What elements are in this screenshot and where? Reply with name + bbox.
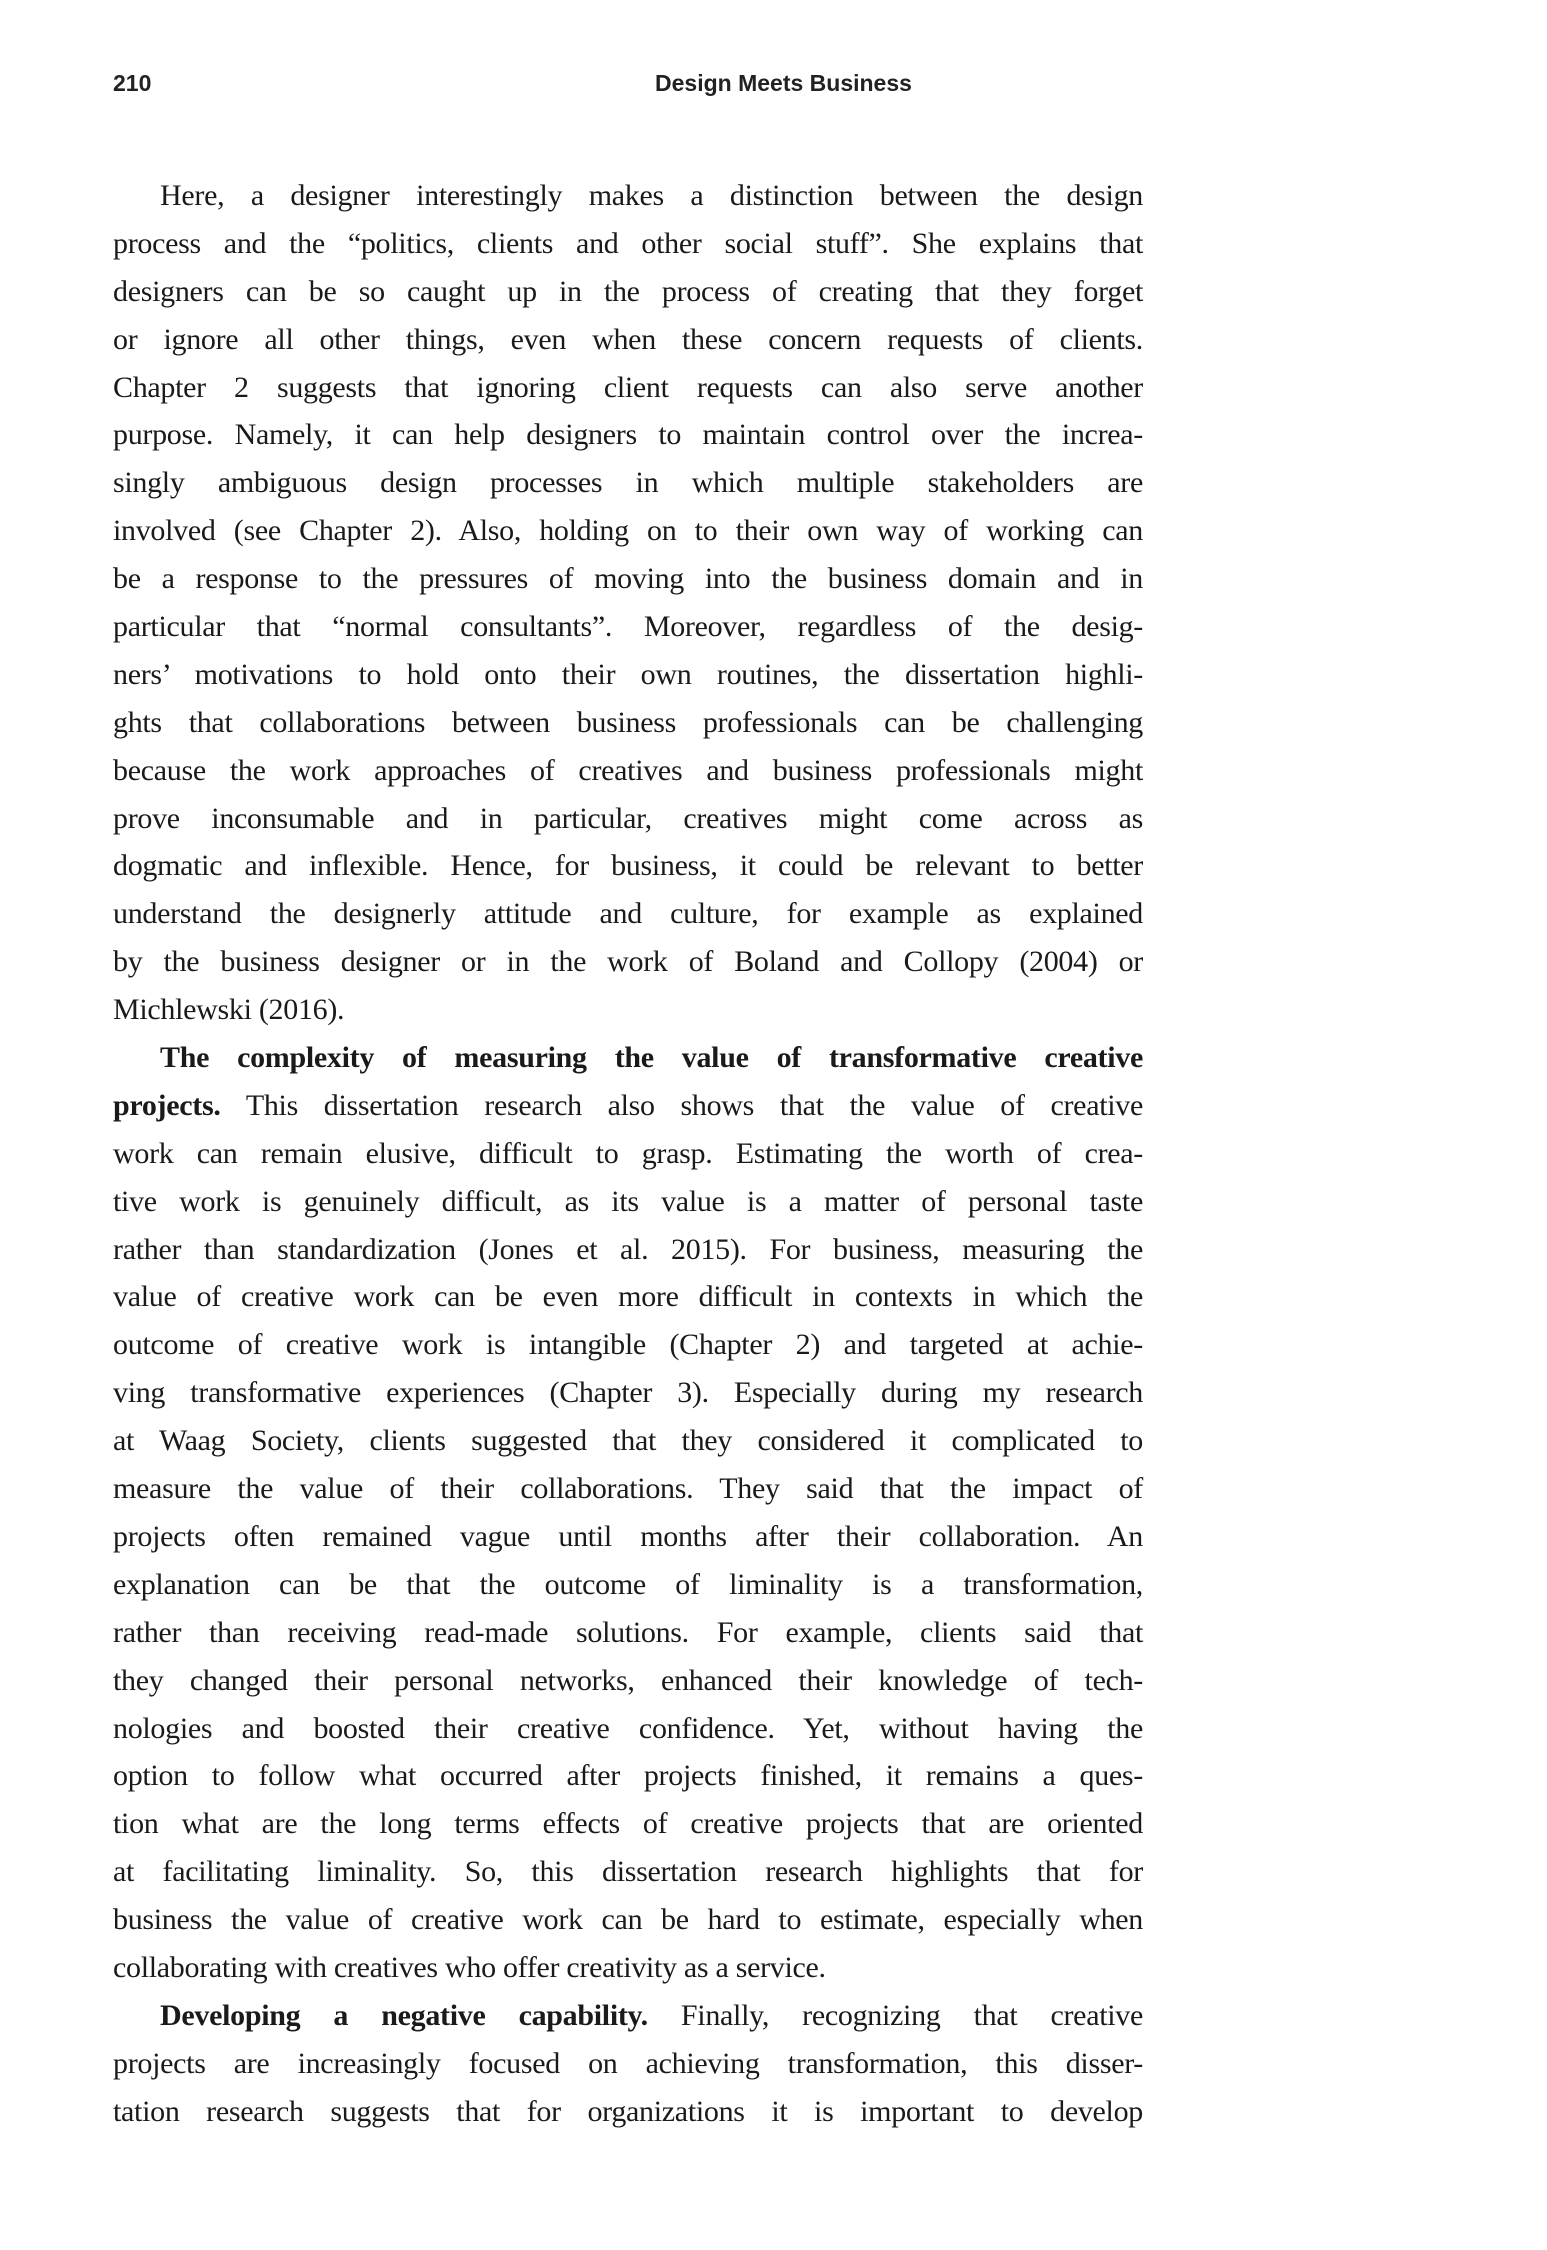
line-text: process and the “politics, clients and other social stuff”. She explains that — [113, 226, 1143, 260]
text-line — [113, 1992, 1143, 2040]
text-line — [113, 555, 1143, 603]
line-text: because the work approaches of creatives and business professionals might — [113, 753, 1143, 787]
text-line — [113, 1321, 1143, 1369]
text-line — [113, 1848, 1143, 1896]
running-title: Design Meets Business — [655, 70, 912, 96]
text-line — [113, 699, 1143, 747]
text-line — [113, 2040, 1143, 2088]
text-line — [113, 1273, 1143, 1321]
line-text: at Waag Society, clients suggested that they considered it complicated to — [113, 1424, 1143, 1458]
line-text: collaborating with creatives who offer creativity as a service. — [113, 1950, 826, 1984]
line-text: singly ambiguous design processes in which multiple stakeholders are — [113, 466, 1143, 500]
line-text: Finally, recognizing that creative — [647, 1998, 1143, 2032]
text-line — [113, 2088, 1143, 2136]
run-in-heading: Developing a negative capability. — [160, 1998, 648, 2032]
text-line — [113, 1226, 1143, 1274]
text-line — [113, 842, 1143, 890]
line-text: Michlewski (2016). — [113, 993, 345, 1027]
line-text: Here, a designer interestingly makes a distinction between the design — [160, 179, 1143, 212]
text-line — [113, 1896, 1143, 1944]
text-line — [113, 603, 1143, 651]
line-text: tive work is genuinely difficult, as its value is a matter of personal taste — [113, 1184, 1143, 1218]
text-line — [113, 1417, 1143, 1465]
text-line — [113, 1944, 1143, 1992]
text-line — [113, 1657, 1143, 1705]
page-number: 210 — [113, 70, 152, 96]
line-text: projects often remained vague until months after their collaboration. An — [113, 1519, 1143, 1553]
line-text: option to follow what occurred after projects finished, it remains a ques- — [113, 1759, 1143, 1793]
text-line — [113, 1034, 1143, 1082]
text-line — [113, 268, 1143, 316]
line-text: designers can be so caught up in the process of creating that they forget — [113, 274, 1143, 308]
line-text: by the business designer or in the work of Boland and Collopy (2004) or — [113, 945, 1143, 979]
text-line — [113, 651, 1143, 699]
text-line — [113, 1130, 1143, 1178]
text-line — [113, 890, 1143, 938]
line-text: at facilitating liminality. So, this dissertation research highlights that for — [113, 1855, 1143, 1889]
line-text: involved (see Chapter 2). Also, holding on to their own way of working can — [113, 514, 1143, 548]
line-text: ghts that collaborations between business professionals can be challenging — [113, 705, 1143, 739]
line-text: Chapter 2 suggests that ignoring client requests can also serve another — [113, 370, 1143, 404]
line-text: business the value of creative work can be hard to estimate, especially when — [113, 1903, 1143, 1937]
text-line — [113, 1800, 1143, 1848]
text-line — [113, 411, 1143, 459]
line-text: prove inconsumable and in particular, creatives might come across as — [113, 801, 1143, 835]
line-text: nologies and boosted their creative confidence. Yet, without having the — [113, 1711, 1143, 1745]
line-text: outcome of creative work is intangible (Chapter 2) and targeted at achie- — [113, 1328, 1143, 1362]
paragraph — [113, 172, 1143, 1034]
text-line — [113, 1178, 1143, 1226]
text-line — [113, 1752, 1143, 1800]
line-text: measure the value of their collaborations. They said that the impact of — [113, 1472, 1143, 1506]
line-text: ving transformative experiences (Chapter 3). Especially during my research — [113, 1376, 1143, 1410]
line-text: rather than standardization (Jones et al. 2015). For business, measuring the — [113, 1232, 1143, 1266]
line-text: This dissertation research also shows that the value of creative — [220, 1088, 1143, 1122]
line-text: projects are increasingly focused on achieving transformation, this disser- — [113, 2046, 1143, 2080]
run-in-heading: The complexity of measuring the value of transformative creative — [160, 1041, 1143, 1075]
line-text: they changed their personal networks, enhanced their knowledge of tech- — [113, 1663, 1143, 1697]
text-line — [113, 986, 1143, 1034]
run-in-heading: projects. — [113, 1088, 221, 1122]
line-text: purpose. Namely, it can help designers to maintain control over the increa- — [113, 418, 1143, 452]
text-line — [113, 1609, 1143, 1657]
text-line — [113, 1465, 1143, 1513]
text-line — [113, 459, 1143, 507]
line-text: ners’ motivations to hold onto their own routines, the dissertation highli- — [113, 657, 1143, 691]
line-text: be a response to the pressures of moving into the business domain and in — [113, 562, 1143, 596]
text-line — [113, 220, 1143, 268]
paragraph — [113, 1992, 1143, 2136]
line-text: work can remain elusive, difficult to grasp. Estimating the worth of crea- — [113, 1136, 1143, 1170]
text-line — [113, 795, 1143, 843]
line-text: tation research suggests that for organizations it is important to develop — [113, 2094, 1143, 2128]
line-text: value of creative work can be even more difficult in contexts in which the — [113, 1280, 1143, 1314]
line-text: tion what are the long terms effects of creative projects that are oriented — [113, 1807, 1143, 1841]
text-line — [113, 507, 1143, 555]
line-text: explanation can be that the outcome of liminality is a transformation, — [113, 1567, 1143, 1601]
line-text: rather than receiving read-made solutions. For example, clients said that — [113, 1615, 1143, 1649]
text-line — [113, 1082, 1143, 1130]
text-line — [113, 1705, 1143, 1753]
text-line — [113, 1369, 1143, 1417]
line-text: understand the designerly attitude and culture, for example as explained — [113, 897, 1143, 931]
text-line — [113, 364, 1143, 412]
line-text: or ignore all other things, even when these concern requests of clients. — [113, 322, 1143, 356]
line-text: particular that “normal consultants”. Moreover, regardless of the desig- — [113, 610, 1143, 644]
text-line — [113, 1561, 1143, 1609]
text-line — [113, 172, 1143, 220]
text-line — [113, 316, 1143, 364]
text-line — [113, 747, 1143, 795]
text-line — [113, 1513, 1143, 1561]
body-text — [113, 172, 1143, 2136]
paragraph — [113, 1034, 1143, 1992]
line-text: dogmatic and inflexible. Hence, for business, it could be relevant to better — [113, 849, 1143, 883]
text-line — [113, 938, 1143, 986]
